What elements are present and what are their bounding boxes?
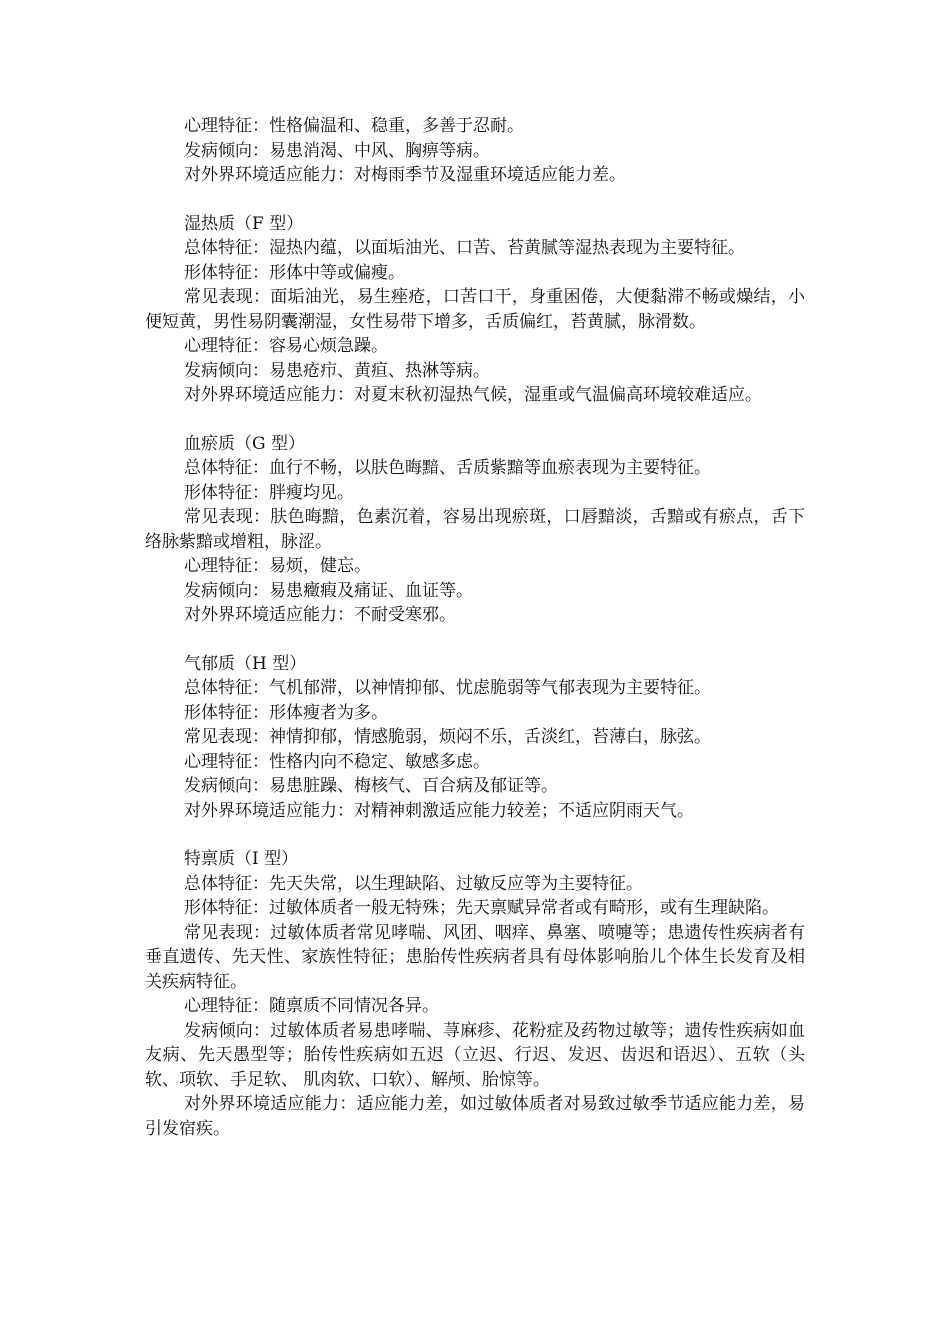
section-heading: 湿热质（F 型） [184,213,304,234]
environment-adaptability: 对外界环境适应能力：适应能力差，如过敏体质者对易致过敏季节适应能力差，易引发宿疾。 [145,1094,805,1139]
disease-tendency: 发病倾向：易患疮疖、黄疸、热淋等病。 [184,360,490,381]
common-signs: 常见表现：过敏体质者常见哮喘、风团、咽痒、鼻塞、喷嚏等；患遗传性疾病者有垂直遗传、先天性、家族性特征；患胎传性疾病者具有母体影响胎儿个体生长发育及相关疾病特征。 [145,922,805,992]
overall-traits: 总体特征：血行不畅，以肤色晦黯、舌质紫黯等血瘀表现为主要特征。 [184,458,711,478]
environment-adaptability: 对外界环境适应能力：对夏末秋初湿热气候，湿重或气温偏高环境较难适应。 [184,385,762,405]
section-heading: 血瘀质（G 型） [184,433,305,454]
common-signs: 常见表现：面垢油光，易生痤疮，口苦口干，身重困倦，大便黏滞不畅或燥结，小便短黄，男性易阴囊潮湿，女性易带下增多，舌质偏红，苔黄腻，脉滑数。 [145,287,805,332]
body-traits: 形体特征：胖瘦均见。 [184,482,354,503]
common-signs: 常见表现：神情抑郁，情感脆弱，烦闷不乐，舌淡红，苔薄白，脉弦。 [184,727,711,747]
psychological-traits: 心理特征：性格偏温和、稳重，多善于忍耐。 [184,116,524,136]
section-phlegm-damp-continued [145,114,805,188]
overall-traits: 总体特征：湿热内蕴，以面垢油光、口苦、苔黄腻等湿热表现为主要特征。 [184,238,745,258]
common-signs: 常见表现：肤色晦黯，色素沉着，容易出现瘀斑，口唇黯淡，舌黯或有瘀点，舌下络脉紫黯或增粗，脉涩。 [145,507,805,552]
body-traits: 形体特征：形体中等或偏瘦。 [184,262,405,283]
environment-adaptability: 对外界环境适应能力：不耐受寒邪。 [184,605,456,625]
section-qi-stagnation [145,652,805,824]
document-page [145,114,805,1165]
psychological-traits: 心理特征：随禀质不同情况各异。 [184,996,439,1016]
body-traits: 形体特征：过敏体质者一般无特殊；先天禀赋异常者或有畸形，或有生理缺陷。 [184,898,779,918]
section-heading: 特禀质（I 型） [184,849,299,869]
section-special-constitution [145,847,805,1141]
disease-tendency: 发病倾向：易患癥瘕及痛证、血证等。 [184,580,473,601]
environment-adaptability: 对外界环境适应能力：对梅雨季节及湿重环境适应能力差。 [184,165,626,185]
psychological-traits: 心理特征：性格内向不稳定、敏感多虑。 [184,751,490,772]
disease-tendency: 发病倾向：过敏体质者易患哮喘、荨麻疹、花粉症及药物过敏等；遗传性疾病如血友病、先天愚型等；胎传性疾病如五迟（立迟、行迟、发迟、齿迟和语迟）、五软（头软、项软、手足软、 肌肉软、口软）、解颅、胎惊等。 [145,1020,805,1090]
section-damp-heat [145,212,805,408]
body-traits: 形体特征：形体瘦者为多。 [184,702,388,723]
overall-traits: 总体特征：气机郁滞，以神情抑郁、忧虑脆弱等气郁表现为主要特征。 [184,678,711,698]
section-blood-stasis [145,432,805,628]
environment-adaptability: 对外界环境适应能力：对精神刺激适应能力较差；不适应阴雨天气。 [184,800,694,821]
psychological-traits: 心理特征：易烦，健忘。 [184,556,371,576]
disease-tendency: 发病倾向：易患消渴、中风、胸痹等病。 [184,140,490,161]
disease-tendency: 发病倾向：易患脏躁、梅核气、百合病及郁证等。 [184,776,558,796]
section-heading: 气郁质（H 型） [184,653,307,674]
psychological-traits: 心理特征：容易心烦急躁。 [184,336,388,356]
overall-traits: 总体特征：先天失常，以生理缺陷、过敏反应等为主要特征。 [184,873,643,894]
